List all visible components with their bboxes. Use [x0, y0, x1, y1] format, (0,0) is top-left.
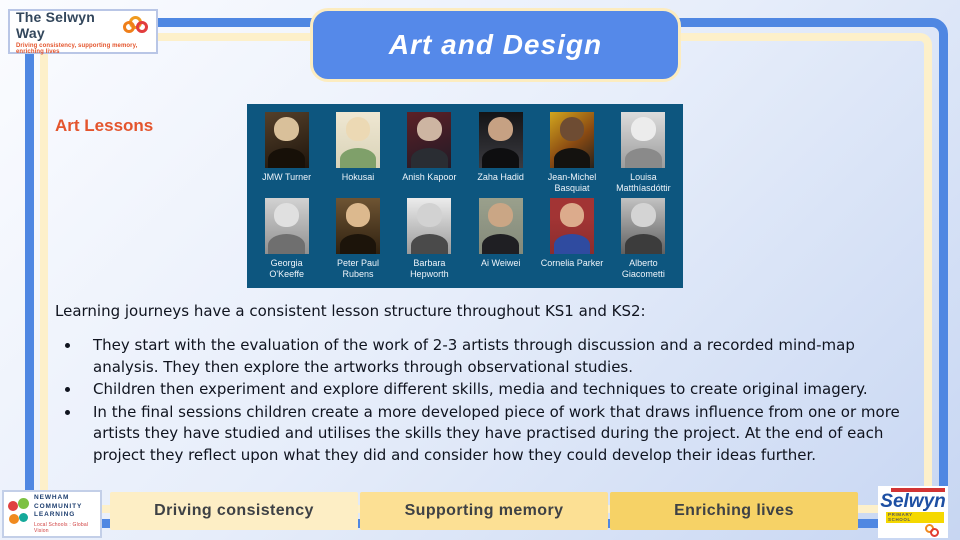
interlocking-rings-icon: [123, 16, 150, 34]
newham-logo-tagline: Local Schools : Global Vision: [34, 521, 89, 534]
artist-name: JMW Turner: [262, 172, 312, 182]
body-text: [55, 301, 917, 467]
artist-name: Alberto Giacometti: [621, 258, 665, 279]
artist-cell: [396, 112, 463, 196]
artist-gallery: [247, 104, 683, 288]
newham-community-learning-logo: [2, 490, 102, 538]
newham-logo-line: COMMUNITY: [34, 502, 83, 510]
artist-name: Georgia O'Keeffe: [269, 258, 304, 279]
bullet-item: • They start with the evaluation of the work of 2-3 artists through discussion and a recorded mind-map analysis. They then explore the artworks through observational studies.: [81, 335, 917, 378]
newham-logo-line: NEWHAM: [34, 494, 70, 502]
artist-cell: [396, 198, 463, 282]
artist-portrait-image: [265, 112, 309, 168]
selwyn-way-logo: [8, 9, 158, 54]
artist-name: Louisa Matthíasdóttir: [616, 172, 671, 193]
selwyn-logo-subtitle: PRIMARY SCHOOL: [886, 512, 944, 523]
intro-paragraph: Learning journeys have a consistent lesson structure throughout KS1 and KS2:: [55, 302, 646, 320]
artist-name: Peter Paul Rubens: [336, 258, 379, 279]
artist-portrait-image: [265, 198, 309, 254]
artist-cell: [610, 112, 677, 196]
driving-consistency-button[interactable]: Driving consistency: [110, 492, 358, 530]
selwyn-way-logo-title: The Selwyn Way: [16, 9, 96, 41]
bullet-item: • Children then experiment and explore different skills, media and techniques to create original imagery.: [81, 379, 917, 400]
artist-name: Zaha Hadid: [477, 172, 524, 182]
footer-button-bar: [110, 492, 858, 530]
artist-cell: [538, 112, 605, 196]
selwyn-primary-school-logo: [878, 486, 948, 538]
artist-portrait-image: [621, 198, 665, 254]
artist-name: Anish Kapoor: [402, 172, 457, 182]
newham-circles-icon: [7, 498, 31, 530]
artist-cell: [253, 198, 320, 282]
supporting-memory-button[interactable]: Supporting memory: [360, 492, 608, 530]
artist-cell: [467, 112, 534, 196]
artist-portrait-image: [407, 112, 451, 168]
artist-cell: [610, 198, 677, 282]
artist-name: Ai Weiwei: [480, 258, 521, 268]
artist-cell: [467, 198, 534, 282]
artist-portrait-image: [621, 112, 665, 168]
artist-portrait-image: [479, 198, 523, 254]
artist-cell: [253, 112, 320, 196]
artist-portrait-image: [336, 112, 380, 168]
section-heading: Art Lessons: [55, 116, 154, 135]
selwyn-way-logo-tagline: Driving consistency, supporting memory, enriching lives: [16, 43, 138, 55]
artist-portrait-image: [550, 112, 594, 168]
slide-title-banner: [310, 8, 681, 82]
artist-portrait-image: [550, 198, 594, 254]
artist-portrait-image: [407, 198, 451, 254]
slide-title: Art and Design: [388, 29, 603, 60]
artist-name: Cornelia Parker: [540, 258, 604, 268]
newham-logo-line: LEARNING: [34, 511, 76, 519]
lesson-structure-list: [55, 335, 917, 466]
artist-name: Jean-Michel Basquiat: [547, 172, 597, 193]
artist-name: Barbara Hepworth: [410, 258, 449, 279]
artist-cell: [324, 198, 391, 282]
selwyn-logo-name: Selwyn: [880, 490, 946, 512]
artist-name: Hokusai: [341, 172, 375, 182]
bullet-item: • In the final sessions children create a more developed piece of work that draws influence from one or more artists they have studied and utilises the skills they have practised during the project. At the end of each project they reflect upon what they did and consider how they could develop their ideas further.: [81, 402, 917, 466]
artist-portrait-image: [479, 112, 523, 168]
selwyn-rings-icon: [922, 524, 944, 537]
artist-portrait-image: [336, 198, 380, 254]
artist-cell: [538, 198, 605, 282]
artist-cell: [324, 112, 391, 196]
enriching-lives-button[interactable]: Enriching lives: [610, 492, 858, 530]
